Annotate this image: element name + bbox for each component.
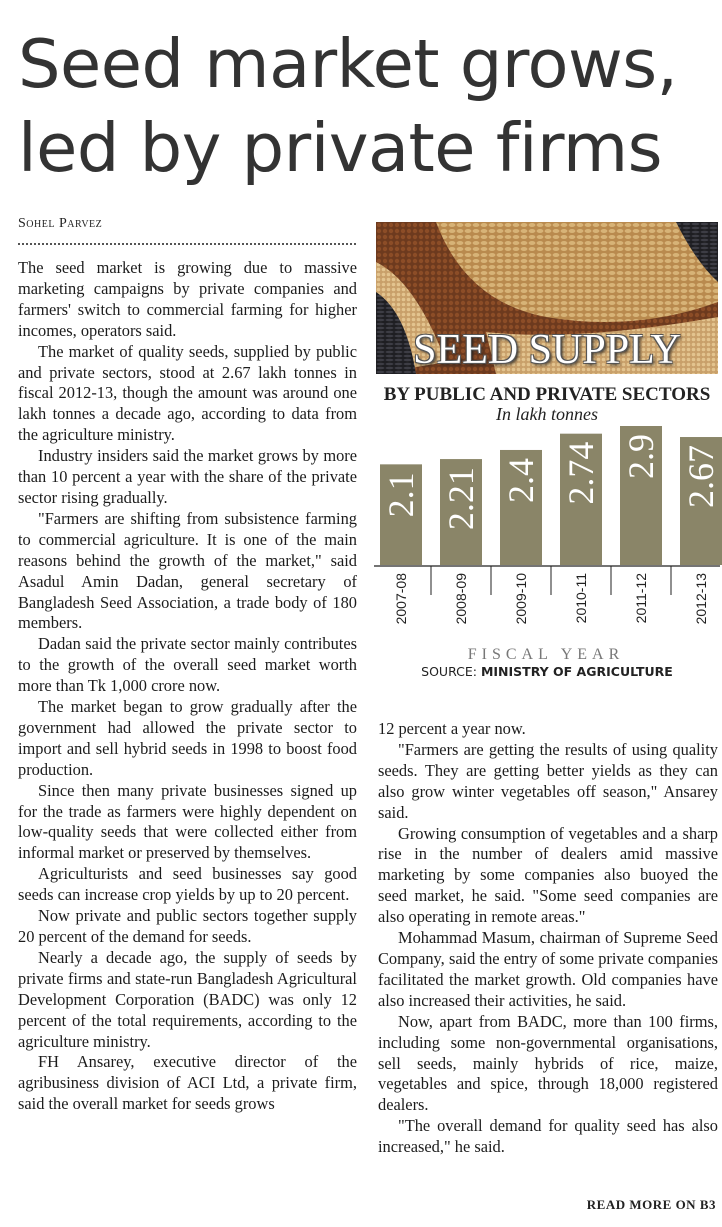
article-paragraph: Nearly a decade ago, the supply of seeds by private firms and state-run Bangladesh Agricultural Development Corporation (BADC) was only 12 percent of the total requirements, according to the agriculture ministry.: [18, 947, 357, 1051]
article-paragraph: "Farmers are shifting from subsistence farming to commercial agriculture. It is one of the main reasons behind the growth of the market," said Asadul Amin Dadan, general secretary of Bangladesh Seed Association, a trade body of 180 members.: [18, 508, 357, 633]
article-paragraph: Mohammad Masum, chairman of Supreme Seed Company, said the entry of some private companies facilitated the market growth. Old companies have also increased their activities, he said.: [378, 928, 718, 1010]
headline-line-2: led by private firms: [18, 109, 663, 187]
byline-divider: [18, 243, 356, 245]
article-paragraph: "The overall demand for quality seed has also increased," he said.: [378, 1116, 718, 1157]
read-more-link[interactable]: READ MORE ON B3: [586, 1197, 716, 1212]
x-tick-label: 2012-13: [693, 573, 709, 625]
headline-line-1: Seed market grows,: [18, 25, 678, 103]
chart-title: BY PUBLIC AND PRIVATE SECTORS: [383, 384, 711, 405]
article-paragraph: The seed market is growing due to massive marketing campaigns by private companies and farmers' switch to commercial farming for higher incomes, operators said.: [18, 258, 357, 340]
article-paragraph: The market of quality seeds, supplied by public and private sectors, stood at 2.67 lakh tonnes in fiscal 2012-13, though the amount was around one lakh tonnes a decade ago, according to data from the agriculture ministry.: [18, 341, 357, 445]
article-column-1: [18, 258, 357, 1115]
article-paragraph: FH Ansarey, executive director of the agribusiness division of ACI Ltd, a private firm, said the overall market for seeds grows: [18, 1052, 357, 1114]
bar-value-label: 2.74: [561, 441, 601, 505]
bar-value-label: 2.1: [381, 472, 421, 518]
x-tick-label: 2008-09: [453, 573, 469, 625]
bar-value-label: 2.9: [621, 434, 661, 479]
article-paragraph: "Farmers are getting the results of using quality seeds. They are getting better yields as they can also grow winter vegetables off season," Ansarey said.: [378, 739, 718, 822]
article-paragraph: The market began to grow gradually after the government had allowed the private sector to import and sell hybrid seeds in 1998 to boost food production.: [18, 697, 357, 779]
x-tick-label: 2009-10: [513, 573, 529, 625]
x-axis-title: FISCAL YEAR: [467, 646, 625, 663]
headline: [18, 22, 718, 190]
source-value: MINISTRY OF AGRICULTURE: [480, 664, 673, 679]
article-paragraph: Agriculturists and seed businesses say good seeds can increase crop yields by up to 20 percent.: [18, 864, 357, 905]
x-tick-label: 2010-11: [573, 573, 589, 624]
article-paragraph: Growing consumption of vegetables and a sharp rise in the number of dealers amid massive marketing by some companies also buoyed the seed market, he said. "Some seed companies are also operating in remote areas.": [378, 823, 718, 927]
seed-supply-title: SEED SUPPLY: [413, 327, 681, 373]
article-paragraph: Now private and public sectors together supply 20 percent of the demand for seeds.: [18, 906, 357, 946]
chart-subtitle: In lakh tonnes: [496, 404, 598, 424]
seed-supply-bar-chart: [370, 420, 722, 664]
bar-value-label: 2.4: [501, 457, 541, 503]
article-paragraph: 12 percent a year now.: [378, 719, 526, 738]
article-paragraph: Now, apart from BADC, more than 100 firms, including some non-governmental organisations, sell seeds, mainly hybrids of rice, maize, vegetables and spice, through 18,000 registered dealers.: [378, 1011, 718, 1115]
bar-value-label: 2.67: [681, 445, 721, 509]
article-column-2: [378, 719, 718, 1158]
article-paragraph: Industry insiders said the market grows by more than 10 percent a year with the share of the private sector rising gradually.: [18, 446, 357, 507]
source-label: SOURCE:: [421, 664, 477, 679]
article-paragraph: Since then many private businesses signed up for the trade as farmers were highly dependent on low-quality seeds that were collected either from informal market or preserved by themselves.: [18, 780, 357, 863]
x-tick-label: 2007-08: [393, 573, 409, 625]
bar-value-label: 2.21: [441, 467, 481, 531]
x-tick-label: 2011-12: [633, 573, 649, 624]
chart-source: [376, 664, 718, 679]
article-paragraph: Dadan said the private sector mainly contributes to the growth of the overall seed market worth more than Tk 1,000 crore now.: [18, 634, 357, 696]
byline: Sohel Parvez: [18, 216, 103, 231]
